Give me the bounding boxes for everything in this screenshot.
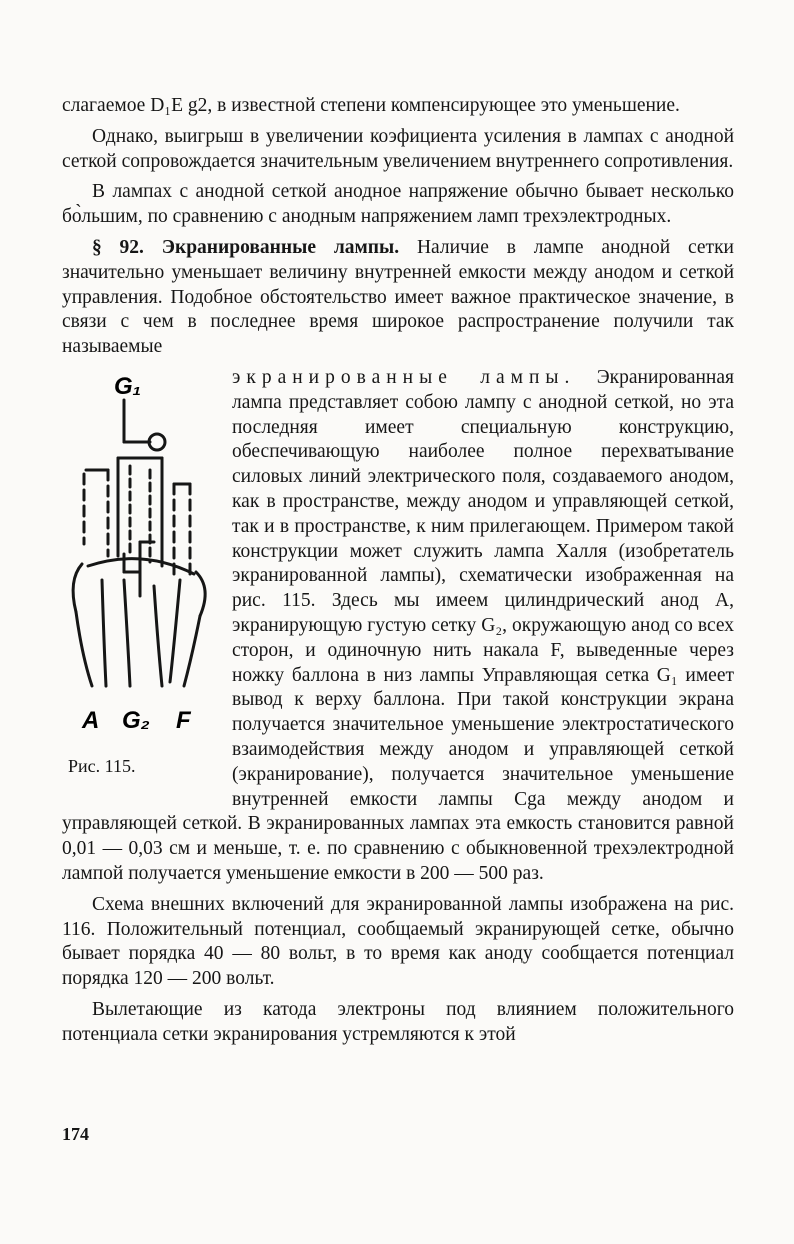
paragraph-3: В лампах с анодной сеткой анодное напряжение обычно бывает несколько бо̀льшим, по сравнению с анодным напряжением ламп трехэлектродных. (62, 181, 734, 228)
figure-115 (62, 366, 220, 798)
paragraph-4-intro: Наличие в лампе анодной сетки значительно уменьшает величину внутренней емкости между анодом и сеткой управления. Подобное обстоятельство имеет важное практическое значение, в связи с чем в последнее время широкое распространение получили так называемые (62, 236, 734, 358)
paragraph-4-body: Экранированная лампа представляет собою лампу с анодной сеткой, но эта последняя имеет специальную конструкцию, обеспечивающую наиболее полное перехватывание силовых линий электрического поля, создаваемого анодом, как в пространстве, между анодом и управляющей сеткой, так и в пространстве, к ним прилегающем. Примером такой конструкции может служить лампа Халля (изобретатель экранированной лампы), схематически изображенная на рис. 115. Здесь мы имеем цилиндрический анод A, экранирующую густую сетку G₂, окружающую анод со всех сторон, и одиночную нить накала F, выведенные через ножку баллона в низ лампы Управляющая сетка G₁ имеет вывод к верху баллона. При такой конструкции экрана получается значительное уменьшение электростатического взаимодействия между анодом и управляющей сеткой (экранирование), получается значительное уменьшение внутренней емкости лампы Cga между анодом и управляющей сеткой. В экранированных лампах эта емкость становится равной 0,01 — 0,03 см и меньше, т. е. по сравнению с обыкновенной трехэлектродной лампой получается уменьшение емкости в 200 — 500 раз. (62, 366, 734, 884)
paragraph-6: Вылетающие из катода электроны под влиянием положительного потенциала сетки экранирования устремляются к этой (62, 998, 734, 1045)
page-number: 174 (62, 1124, 89, 1144)
paragraph-5: Схема внешних включений для экранированной лампы изображена на рис. 116. Положительный потенциал, сообщаемый экранирующей сетке, обычно бывает порядка 40 — 80 вольт, в то время как аноду сообщается потенциал порядка 120 — 200 вольт. (62, 893, 734, 990)
paragraph-4 (62, 236, 734, 360)
label-f: F (176, 706, 191, 734)
label-g1: G₁ (114, 372, 142, 400)
label-g2: G₂ (122, 706, 150, 734)
figure-caption: Рис. 115. (68, 755, 136, 776)
label-a: A (82, 706, 100, 734)
term-screened-lamps: экранированные лампы. (232, 366, 576, 388)
body-text (62, 94, 734, 1053)
paragraph-2: Однако, выигрыш в увеличении коэфициента усиления в лампах с анодной сеткой сопровождается значительным увеличением внутреннего сопротивления. (62, 125, 734, 172)
lamp-schematic (62, 366, 220, 746)
section-heading: § 92. Экранированные лампы. (92, 236, 400, 258)
paragraph-1: слагаемое D₁E g2, в известной степени компенсирующее это уменьшение. (62, 95, 680, 116)
